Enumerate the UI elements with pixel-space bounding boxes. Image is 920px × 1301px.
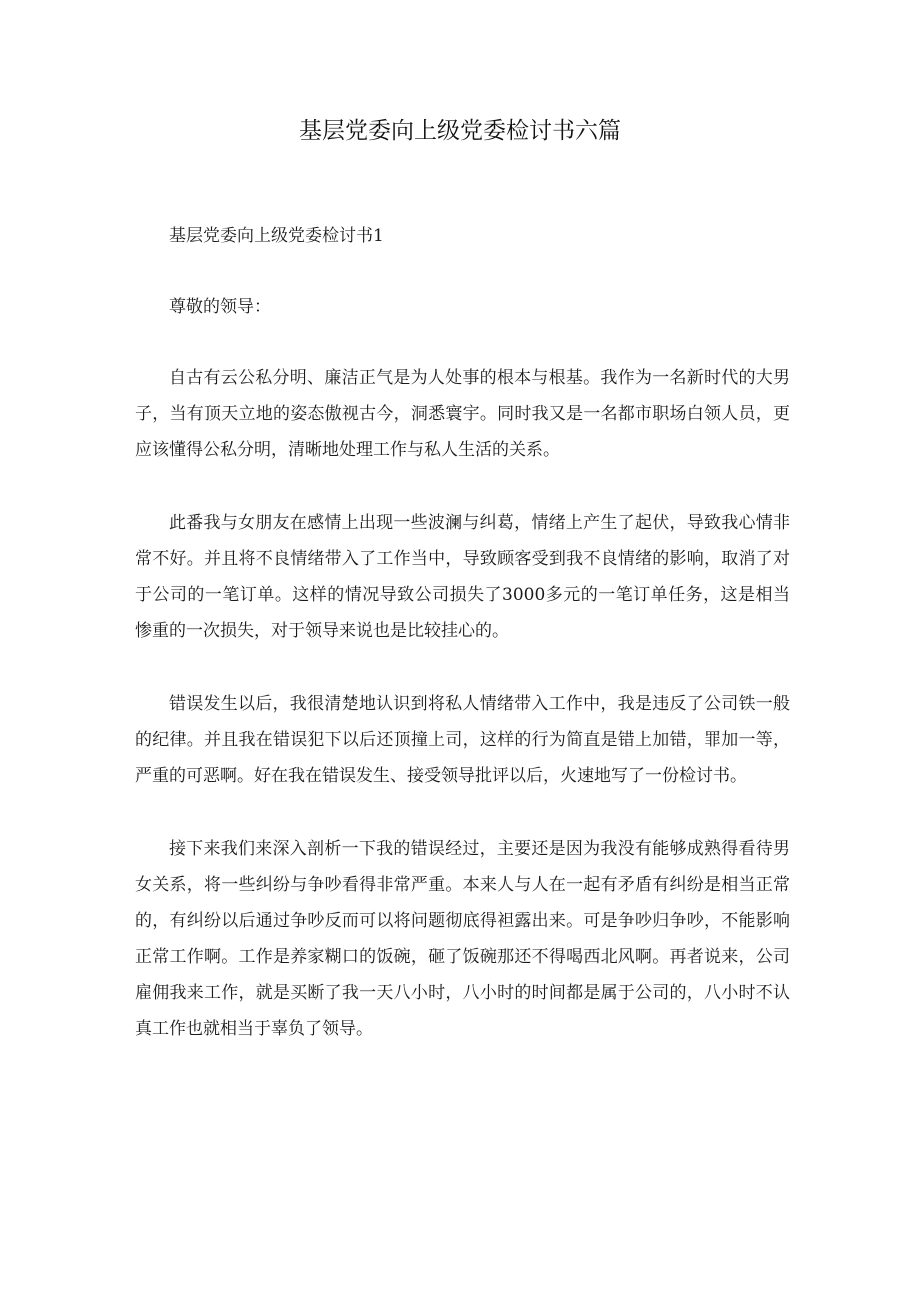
section-heading: 基层党委向上级党委检讨书1 — [169, 226, 384, 246]
paragraph-3: 错误发生以后，我很清楚地认识到将私人情绪带入工作中，我是违反了公司铁一般的纪律。并且我在错误犯下以后还顶撞上司，这样的行为简直是错上加错，罪加一等，严重的可恶啊。好在我在错误发生、接受领导批评以后，火速地写了一份检讨书。 — [135, 694, 790, 786]
salutation: 尊敬的领导： — [169, 297, 271, 317]
paragraph-2: 此番我与女朋友在感情上出现一些波澜与纠葛，情绪上产生了起伏，导致我心情非常不好。并且将不良情绪带入了工作当中，导致顾客受到我不良情绪的影响，取消了对于公司的一笔订单。这样的情况导致公司损失了3000多元的一笔订单任务，这是相当惨重的一次损失，对于领导来说也是比较挂心的。 — [135, 513, 790, 641]
paragraph-4: 接下来我们来深入剖析一下我的错误经过，主要还是因为我没有能够成熟得看待男女关系，将一些纠纷与争吵看得非常严重。本来人与人在一起有矛盾有纠纷是相当正常的，有纠纷以后通过争吵反而可以将问题彻底得袒露出来。可是争吵归争吵，不能影响正常工作啊。工作是养家糊口的饭碗，砸了饭碗那还不得喝西北风啊。再者说来，公司雇佣我来工作，就是买断了我一天八小时，八小时的时间都是属于公司的，八小时不认真工作也就相当于辜负了领导。 — [135, 839, 790, 1039]
paragraph-1: 自古有云公私分明、廉洁正气是为人处事的根本与根基。我作为一名新时代的大男子，当有顶天立地的姿态傲视古今，洞悉寰宇。同时我又是一名都市职场白领人员，更应该懂得公私分明，清晰地处理工作与私人生活的关系。 — [135, 368, 790, 460]
document-body — [135, 218, 790, 1047]
document-title: 基层党委向上级党委检讨书六篇 — [299, 118, 621, 144]
